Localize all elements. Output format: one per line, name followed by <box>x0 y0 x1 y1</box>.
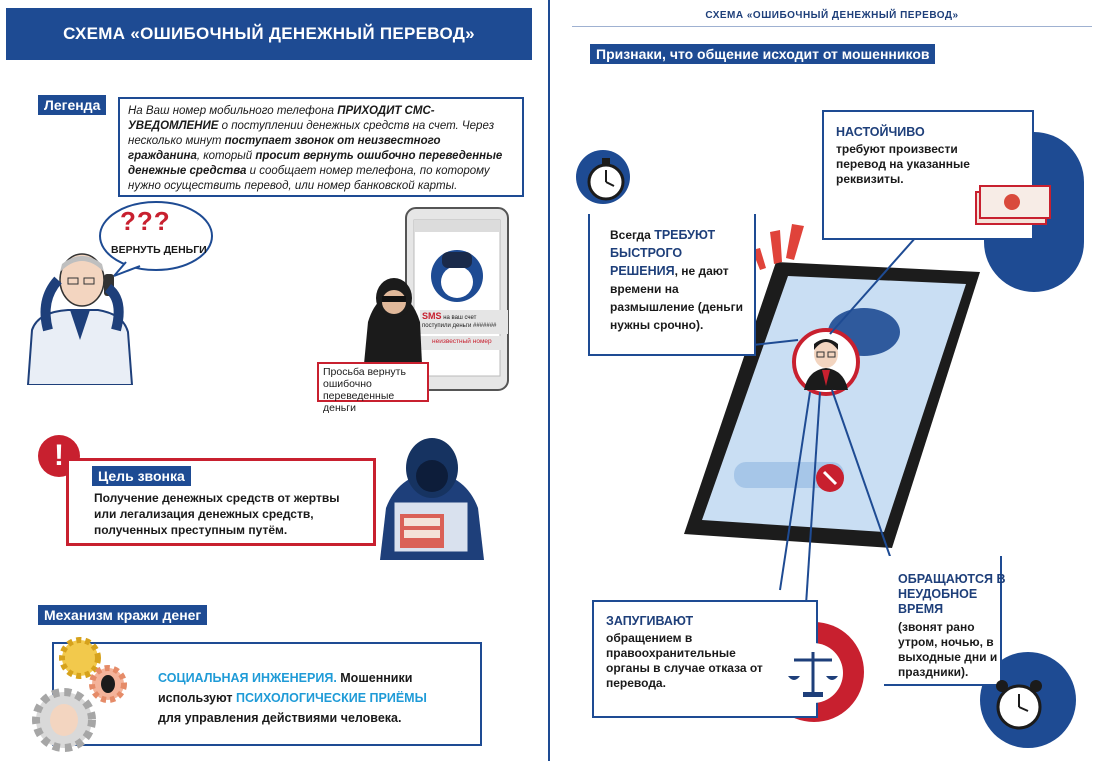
page-divider <box>548 0 550 761</box>
gears-icon <box>28 630 132 754</box>
sign-insist-text: требуют произвести перевод на указанные реквизиты. <box>836 142 970 186</box>
sms-message: SMS на ваш счет поступили деньги ####### <box>420 310 508 334</box>
goal-tag: Цель звонка <box>92 466 191 486</box>
signs-title: Признаки, что общение исходит от мошенников <box>590 44 935 64</box>
stopwatch-face <box>584 156 632 204</box>
request-note: Просьба вернуть ошибочно переведенные деньги <box>317 362 429 402</box>
header-rule <box>572 26 1092 27</box>
legend-text: На Ваш номер мобильного телефона ПРИХОДИТ СМС-УВЕДОМЛЕНИЕ о поступлении денежных средств на счет. Через несколько минут поступает звонок от неизвестного гражданина, который просит вернуть ошибочно переведенные денежные средства и сообщает номер телефона, по которому нужно осуществить перевод, или номер банковской карты. <box>118 97 524 197</box>
sign-time-text: (звонят рано утром, ночью, в выходные дни и праздники). <box>898 620 998 679</box>
sign-hurry-text: Всегда ТРЕБУЮТ БЫСТРОГО РЕШЕНИЯ, не дают времени на размышление (деньги нужны срочно). <box>610 228 744 332</box>
sign-insist-head: НАСТОЙЧИВО <box>836 125 925 139</box>
alert-marks-icon <box>748 220 812 274</box>
page-title: СХЕМА «ОШИБОЧНЫЙ ДЕНЕЖНЫЙ ПЕРЕВОД» <box>6 8 532 60</box>
right-header: СХЕМА «ОШИБОЧНЫЙ ДЕНЕЖНЫЙ ПЕРЕВОД» <box>705 10 959 21</box>
scales-icon <box>778 638 848 708</box>
question-marks: ??? <box>120 206 171 236</box>
thief-illustration <box>362 272 424 364</box>
mechanism-text: СОЦИАЛЬНАЯ ИНЖЕНЕРИЯ. Мошенники используют ПСИХОЛОГИЧЕСКИЕ ПРИЁМЫ для управления действиями человека. <box>158 671 427 725</box>
mechanism-tag: Механизм кражи денег <box>38 605 207 625</box>
bubble-text: ВЕРНУТЬ ДЕНЬГИ <box>111 244 207 256</box>
money-icon <box>972 178 1054 228</box>
worried-man-illustration <box>18 250 138 385</box>
warning-icon: ! <box>38 435 80 477</box>
goal-text: Получение денежных средств от жертвы или легализация денежных средств, полученных преступным путём. <box>94 491 340 537</box>
sign-threat-text: обращением в правоохранительные органы в случае отказа от перевода. <box>606 631 763 690</box>
legend-tag: Легенда <box>38 95 106 115</box>
unknown-number: неизвестный номер <box>420 336 504 350</box>
hacker-illustration <box>376 432 486 560</box>
sign-threat-head: ЗАПУГИВАЮТ <box>606 614 694 628</box>
sign-time-head: ОБРАЩАЮТСЯ В НЕУДОБНОЕ ВРЕМЯ <box>898 572 1006 616</box>
alarm-clock-icon <box>990 676 1048 734</box>
